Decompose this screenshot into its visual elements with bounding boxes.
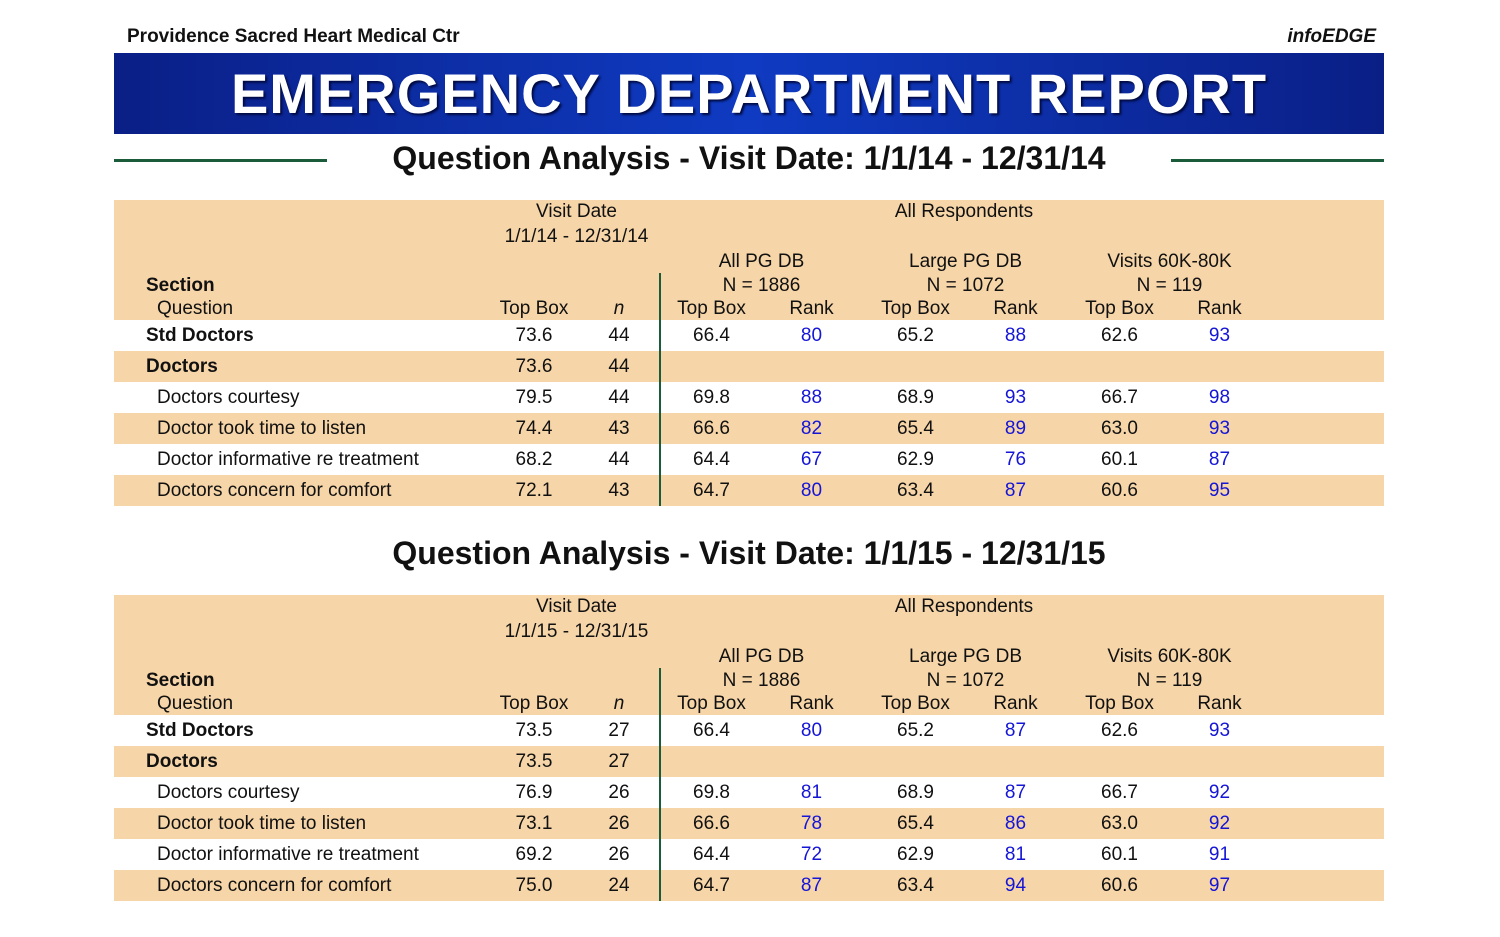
cell-n: 43 xyxy=(608,480,630,501)
cell-g1-rank: 81 xyxy=(800,782,823,803)
cell-g3-top: 60.6 xyxy=(1101,480,1138,501)
group-n: N = 1886 xyxy=(722,670,801,691)
column-header-top-box: Top Box xyxy=(1085,298,1154,319)
column-header-n-label: n xyxy=(613,693,625,714)
cell-g3-rank: 95 xyxy=(1208,480,1231,501)
column-header-rank-label: Rank xyxy=(789,298,834,319)
table-row xyxy=(114,746,1384,777)
cell-n: 26 xyxy=(608,813,630,834)
cell-g3-rank: 92 xyxy=(1208,813,1231,834)
cell-g2-top: 68.9 xyxy=(897,387,934,408)
table-row xyxy=(114,870,1384,901)
question-column-label: Question xyxy=(157,693,234,714)
cell-g1-top: 64.7 xyxy=(693,480,730,501)
cell-g3-rank: 98 xyxy=(1208,387,1231,408)
column-header-top-box: Top Box xyxy=(677,693,746,714)
column-header-n-label: n xyxy=(613,298,625,319)
cell-g3-top: 66.7 xyxy=(1101,387,1138,408)
cell-g3-top: 62.6 xyxy=(1101,720,1138,741)
cell-g2-top: 63.4 xyxy=(897,480,934,501)
column-header-top-box: Top Box xyxy=(881,298,950,319)
table-row xyxy=(114,351,1384,382)
heading-rule-right xyxy=(1171,159,1384,162)
cell-top-box: 75.0 xyxy=(515,875,553,896)
cell-n: 27 xyxy=(608,720,630,741)
cell-g1-top: 66.4 xyxy=(693,325,730,346)
cell-g1-top: 64.4 xyxy=(693,844,730,865)
column-header-rank-label: Rank xyxy=(789,693,834,714)
table-row xyxy=(114,444,1384,475)
table-row xyxy=(114,382,1384,413)
group-n: N = 119 xyxy=(1136,670,1203,691)
cell-g3-rank: 87 xyxy=(1208,449,1231,470)
group-n: N = 119 xyxy=(1136,275,1203,296)
cell-g1-rank: 87 xyxy=(800,875,823,896)
row-label: Doctors xyxy=(146,356,218,377)
cell-g2-rank: 87 xyxy=(1004,480,1027,501)
question-table-2015 xyxy=(114,595,1384,901)
section-heading-2015 xyxy=(114,535,1384,575)
all-respondents-label: All Respondents xyxy=(894,596,1034,617)
cell-g3-top: 62.6 xyxy=(1101,325,1138,346)
group-n: N = 1072 xyxy=(926,275,1005,296)
table-header xyxy=(114,200,1384,320)
cell-g1-rank: 88 xyxy=(800,387,823,408)
row-label: Doctor took time to listen xyxy=(157,418,367,439)
column-header-rank-label: Rank xyxy=(993,298,1038,319)
row-label: Doctors courtesy xyxy=(157,387,300,408)
cell-top-box: 73.5 xyxy=(515,720,553,741)
visit-date-range: 1/1/14 - 12/31/14 xyxy=(504,226,649,247)
cell-g1-rank: 80 xyxy=(800,720,823,741)
cell-g1-top: 64.4 xyxy=(693,449,730,470)
row-label: Doctors xyxy=(146,751,218,772)
row-label: Doctors concern for comfort xyxy=(157,480,392,501)
cell-n: 44 xyxy=(608,325,630,346)
cell-n: 43 xyxy=(608,418,630,439)
cell-top-box: 68.2 xyxy=(515,449,553,470)
column-header-top-box: Top Box xyxy=(677,298,746,319)
cell-top-box: 73.5 xyxy=(515,751,553,772)
row-label: Doctors courtesy xyxy=(157,782,300,803)
cell-g3-rank: 93 xyxy=(1208,325,1231,346)
cell-n: 26 xyxy=(608,844,630,865)
cell-g2-rank: 94 xyxy=(1004,875,1027,896)
column-header-top-box: Top Box xyxy=(881,693,950,714)
cell-g2-rank: 87 xyxy=(1004,720,1027,741)
cell-g3-top: 63.0 xyxy=(1101,813,1138,834)
cell-g1-rank: 80 xyxy=(800,325,823,346)
report-header xyxy=(114,26,1376,52)
cell-g3-top: 60.1 xyxy=(1101,449,1138,470)
cell-top-box: 72.1 xyxy=(515,480,553,501)
section-heading-text: Question Analysis - Visit Date: 1/1/15 - 12/31/15 xyxy=(392,535,1106,571)
column-divider xyxy=(659,668,661,901)
cell-top-box: 73.1 xyxy=(515,813,553,834)
cell-n: 44 xyxy=(608,449,630,470)
cell-g1-rank: 67 xyxy=(800,449,823,470)
group-name: Large PG DB xyxy=(909,251,1022,272)
organization-name: Providence Sacred Heart Medical Ctr xyxy=(127,26,460,47)
cell-g1-top: 66.6 xyxy=(693,418,730,439)
cell-g3-rank: 91 xyxy=(1208,844,1231,865)
row-label: Doctor took time to listen xyxy=(157,813,367,834)
cell-top-box: 73.6 xyxy=(515,356,553,377)
question-table-2014 xyxy=(114,200,1384,506)
column-header-top-box: Top Box xyxy=(499,298,569,319)
group-name: Large PG DB xyxy=(909,646,1022,667)
brand-logo-text: infoEDGE xyxy=(1287,26,1376,47)
cell-g2-rank: 87 xyxy=(1004,782,1027,803)
cell-g2-top: 62.9 xyxy=(897,844,934,865)
cell-n: 24 xyxy=(608,875,630,896)
all-respondents-label: All Respondents xyxy=(894,201,1034,222)
report-title: EMERGENCY DEPARTMENT REPORT xyxy=(230,62,1268,125)
cell-g1-rank: 72 xyxy=(800,844,823,865)
cell-n: 44 xyxy=(608,387,630,408)
cell-top-box: 74.4 xyxy=(515,418,553,439)
table-row xyxy=(114,475,1384,506)
cell-top-box: 76.9 xyxy=(515,782,553,803)
table-row xyxy=(114,839,1384,870)
group-n: N = 1072 xyxy=(926,670,1005,691)
cell-g1-rank: 80 xyxy=(800,480,823,501)
cell-g2-rank: 81 xyxy=(1004,844,1027,865)
cell-g1-top: 66.4 xyxy=(693,720,730,741)
row-label: Std Doctors xyxy=(146,720,254,741)
cell-g1-top: 64.7 xyxy=(693,875,730,896)
cell-g2-top: 63.4 xyxy=(897,875,934,896)
cell-g3-rank: 97 xyxy=(1208,875,1231,896)
column-header-rank-label: Rank xyxy=(1197,693,1242,714)
cell-top-box: 69.2 xyxy=(515,844,553,865)
cell-g1-rank: 82 xyxy=(800,418,823,439)
cell-g2-top: 65.2 xyxy=(897,720,934,741)
column-header-rank-label: Rank xyxy=(993,693,1038,714)
cell-n: 26 xyxy=(608,782,630,803)
table-row xyxy=(114,808,1384,839)
cell-g2-top: 65.2 xyxy=(897,325,934,346)
group-name: All PG DB xyxy=(718,646,805,667)
cell-g3-top: 60.1 xyxy=(1101,844,1138,865)
visit-date-label: Visit Date xyxy=(536,596,617,617)
section-heading-text: Question Analysis - Visit Date: 1/1/14 - 12/31/14 xyxy=(392,140,1106,176)
cell-g3-top: 60.6 xyxy=(1101,875,1138,896)
cell-g2-rank: 86 xyxy=(1004,813,1027,834)
visit-date-range: 1/1/15 - 12/31/15 xyxy=(504,621,649,642)
cell-g2-top: 68.9 xyxy=(897,782,934,803)
row-label: Doctors concern for comfort xyxy=(157,875,392,896)
row-label: Doctor informative re treatment xyxy=(157,844,419,865)
cell-g1-top: 69.8 xyxy=(693,782,730,803)
cell-g2-top: 65.4 xyxy=(897,813,934,834)
cell-g2-top: 62.9 xyxy=(897,449,934,470)
table-row xyxy=(114,320,1384,351)
column-header-top-box: Top Box xyxy=(1085,693,1154,714)
group-name: Visits 60K-80K xyxy=(1107,646,1232,667)
table-row xyxy=(114,777,1384,808)
cell-g3-rank: 92 xyxy=(1208,782,1231,803)
cell-g2-rank: 76 xyxy=(1004,449,1027,470)
table-row xyxy=(114,715,1384,746)
question-column-label: Question xyxy=(157,298,234,319)
cell-top-box: 73.6 xyxy=(515,325,553,346)
cell-g2-rank: 89 xyxy=(1004,418,1027,439)
cell-g3-rank: 93 xyxy=(1208,418,1231,439)
cell-g2-rank: 93 xyxy=(1004,387,1027,408)
column-divider xyxy=(659,273,661,506)
cell-g3-top: 63.0 xyxy=(1101,418,1138,439)
cell-g3-rank: 93 xyxy=(1208,720,1231,741)
visit-date-label: Visit Date xyxy=(536,201,617,222)
cell-n: 44 xyxy=(608,356,630,377)
cell-n: 27 xyxy=(608,751,630,772)
cell-g1-rank: 78 xyxy=(800,813,823,834)
report-banner xyxy=(114,53,1384,134)
table-header xyxy=(114,595,1384,715)
cell-g1-top: 69.8 xyxy=(693,387,730,408)
row-label: Doctor informative re treatment xyxy=(157,449,419,470)
row-label: Std Doctors xyxy=(146,325,254,346)
column-header-top-box: Top Box xyxy=(499,693,569,714)
cell-g2-top: 65.4 xyxy=(897,418,934,439)
section-column-label: Section xyxy=(146,275,215,296)
section-column-label: Section xyxy=(146,670,215,691)
cell-top-box: 79.5 xyxy=(515,387,553,408)
column-header-rank-label: Rank xyxy=(1197,298,1242,319)
cell-g2-rank: 88 xyxy=(1004,325,1027,346)
cell-g1-top: 66.6 xyxy=(693,813,730,834)
section-heading-2014 xyxy=(114,140,1384,180)
group-name: All PG DB xyxy=(718,251,805,272)
table-row xyxy=(114,413,1384,444)
group-name: Visits 60K-80K xyxy=(1107,251,1232,272)
cell-g3-top: 66.7 xyxy=(1101,782,1138,803)
group-n: N = 1886 xyxy=(722,275,801,296)
